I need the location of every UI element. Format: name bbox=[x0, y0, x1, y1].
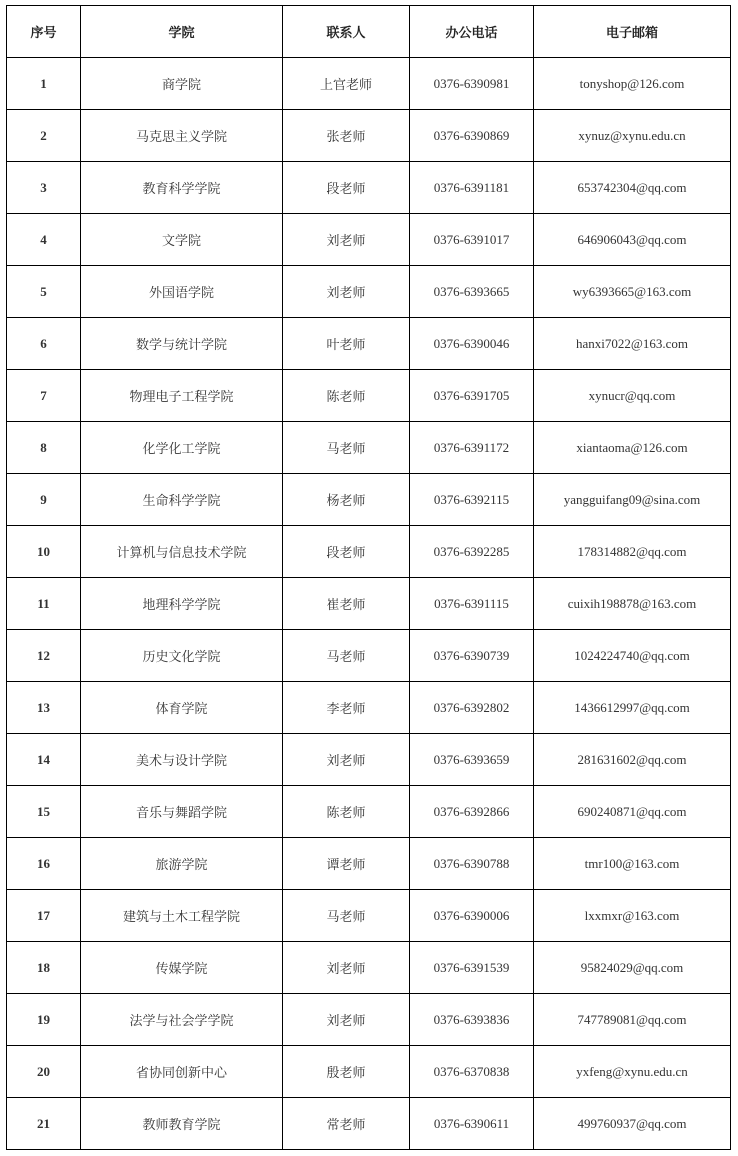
cell-college: 外国语学院 bbox=[81, 266, 283, 318]
table-row bbox=[7, 526, 731, 578]
cell-no: 14 bbox=[7, 734, 81, 786]
cell-contact: 刘老师 bbox=[283, 994, 410, 1046]
cell-phone: 0376-6391181 bbox=[410, 162, 534, 214]
cell-email: 646906043@qq.com bbox=[534, 214, 731, 266]
cell-email: tmr100@163.com bbox=[534, 838, 731, 890]
cell-college: 化学化工学院 bbox=[81, 422, 283, 474]
cell-no: 4 bbox=[7, 214, 81, 266]
cell-contact: 刘老师 bbox=[283, 734, 410, 786]
table-row bbox=[7, 1098, 731, 1150]
cell-email: yangguifang09@sina.com bbox=[534, 474, 731, 526]
cell-phone: 0376-6391017 bbox=[410, 214, 534, 266]
cell-contact: 马老师 bbox=[283, 890, 410, 942]
cell-phone: 0376-6391705 bbox=[410, 370, 534, 422]
cell-phone: 0376-6390006 bbox=[410, 890, 534, 942]
header-email: 电子邮箱 bbox=[534, 6, 731, 58]
table-row bbox=[7, 890, 731, 942]
table-row bbox=[7, 370, 731, 422]
cell-contact: 刘老师 bbox=[283, 942, 410, 994]
table-row bbox=[7, 994, 731, 1046]
table-row bbox=[7, 578, 731, 630]
cell-contact: 张老师 bbox=[283, 110, 410, 162]
cell-college: 教育科学学院 bbox=[81, 162, 283, 214]
cell-no: 12 bbox=[7, 630, 81, 682]
cell-phone: 0376-6393836 bbox=[410, 994, 534, 1046]
cell-contact: 殷老师 bbox=[283, 1046, 410, 1098]
cell-email: lxxmxr@163.com bbox=[534, 890, 731, 942]
cell-college: 地理科学学院 bbox=[81, 578, 283, 630]
cell-no: 19 bbox=[7, 994, 81, 1046]
table-row bbox=[7, 474, 731, 526]
cell-no: 17 bbox=[7, 890, 81, 942]
cell-contact: 段老师 bbox=[283, 162, 410, 214]
cell-no: 13 bbox=[7, 682, 81, 734]
cell-college: 数学与统计学院 bbox=[81, 318, 283, 370]
cell-college: 美术与设计学院 bbox=[81, 734, 283, 786]
cell-phone: 0376-6390869 bbox=[410, 110, 534, 162]
cell-no: 11 bbox=[7, 578, 81, 630]
cell-phone: 0376-6393659 bbox=[410, 734, 534, 786]
cell-phone: 0376-6370838 bbox=[410, 1046, 534, 1098]
cell-email: xynucr@qq.com bbox=[534, 370, 731, 422]
cell-phone: 0376-6390981 bbox=[410, 58, 534, 110]
cell-college: 物理电子工程学院 bbox=[81, 370, 283, 422]
cell-college: 商学院 bbox=[81, 58, 283, 110]
cell-contact: 段老师 bbox=[283, 526, 410, 578]
cell-college: 建筑与土木工程学院 bbox=[81, 890, 283, 942]
cell-email: 1024224740@qq.com bbox=[534, 630, 731, 682]
cell-phone: 0376-6390046 bbox=[410, 318, 534, 370]
cell-college: 省协同创新中心 bbox=[81, 1046, 283, 1098]
header-college: 学院 bbox=[81, 6, 283, 58]
cell-contact: 刘老师 bbox=[283, 214, 410, 266]
college-contacts-table bbox=[6, 5, 731, 1150]
cell-phone: 0376-6390788 bbox=[410, 838, 534, 890]
table-row bbox=[7, 734, 731, 786]
table-row bbox=[7, 682, 731, 734]
cell-college: 音乐与舞蹈学院 bbox=[81, 786, 283, 838]
cell-email: cuixih198878@163.com bbox=[534, 578, 731, 630]
cell-contact: 叶老师 bbox=[283, 318, 410, 370]
header-phone: 办公电话 bbox=[410, 6, 534, 58]
cell-contact: 陈老师 bbox=[283, 786, 410, 838]
cell-phone: 0376-6392802 bbox=[410, 682, 534, 734]
cell-email: 499760937@qq.com bbox=[534, 1098, 731, 1150]
cell-email: 281631602@qq.com bbox=[534, 734, 731, 786]
table-row bbox=[7, 422, 731, 474]
cell-no: 2 bbox=[7, 110, 81, 162]
cell-no: 16 bbox=[7, 838, 81, 890]
table-header-row bbox=[7, 6, 731, 58]
table-row bbox=[7, 58, 731, 110]
cell-contact: 刘老师 bbox=[283, 266, 410, 318]
cell-phone: 0376-6392866 bbox=[410, 786, 534, 838]
table-row bbox=[7, 318, 731, 370]
cell-no: 7 bbox=[7, 370, 81, 422]
cell-no: 5 bbox=[7, 266, 81, 318]
cell-phone: 0376-6391172 bbox=[410, 422, 534, 474]
cell-phone: 0376-6390611 bbox=[410, 1098, 534, 1150]
cell-college: 传媒学院 bbox=[81, 942, 283, 994]
cell-college: 体育学院 bbox=[81, 682, 283, 734]
cell-contact: 崔老师 bbox=[283, 578, 410, 630]
cell-phone: 0376-6393665 bbox=[410, 266, 534, 318]
cell-contact: 常老师 bbox=[283, 1098, 410, 1150]
cell-college: 旅游学院 bbox=[81, 838, 283, 890]
cell-college: 法学与社会学学院 bbox=[81, 994, 283, 1046]
cell-college: 生命科学学院 bbox=[81, 474, 283, 526]
cell-college: 历史文化学院 bbox=[81, 630, 283, 682]
cell-no: 8 bbox=[7, 422, 81, 474]
cell-no: 1 bbox=[7, 58, 81, 110]
cell-contact: 谭老师 bbox=[283, 838, 410, 890]
cell-no: 6 bbox=[7, 318, 81, 370]
cell-no: 15 bbox=[7, 786, 81, 838]
cell-no: 9 bbox=[7, 474, 81, 526]
cell-no: 3 bbox=[7, 162, 81, 214]
table-row bbox=[7, 838, 731, 890]
cell-email: 178314882@qq.com bbox=[534, 526, 731, 578]
table-row bbox=[7, 214, 731, 266]
cell-email: hanxi7022@163.com bbox=[534, 318, 731, 370]
cell-email: 690240871@qq.com bbox=[534, 786, 731, 838]
cell-phone: 0376-6391115 bbox=[410, 578, 534, 630]
cell-no: 10 bbox=[7, 526, 81, 578]
header-no: 序号 bbox=[7, 6, 81, 58]
cell-phone: 0376-6391539 bbox=[410, 942, 534, 994]
cell-phone: 0376-6390739 bbox=[410, 630, 534, 682]
cell-college: 文学院 bbox=[81, 214, 283, 266]
table-row bbox=[7, 630, 731, 682]
cell-no: 21 bbox=[7, 1098, 81, 1150]
header-contact: 联系人 bbox=[283, 6, 410, 58]
cell-no: 18 bbox=[7, 942, 81, 994]
cell-phone: 0376-6392285 bbox=[410, 526, 534, 578]
cell-email: xiantaoma@126.com bbox=[534, 422, 731, 474]
cell-email: 95824029@qq.com bbox=[534, 942, 731, 994]
cell-email: 747789081@qq.com bbox=[534, 994, 731, 1046]
cell-contact: 马老师 bbox=[283, 422, 410, 474]
table-row bbox=[7, 162, 731, 214]
table-row bbox=[7, 786, 731, 838]
table-row bbox=[7, 942, 731, 994]
cell-college: 教师教育学院 bbox=[81, 1098, 283, 1150]
cell-contact: 陈老师 bbox=[283, 370, 410, 422]
table-row bbox=[7, 266, 731, 318]
cell-phone: 0376-6392115 bbox=[410, 474, 534, 526]
cell-email: 1436612997@qq.com bbox=[534, 682, 731, 734]
cell-no: 20 bbox=[7, 1046, 81, 1098]
cell-college: 计算机与信息技术学院 bbox=[81, 526, 283, 578]
cell-contact: 马老师 bbox=[283, 630, 410, 682]
cell-email: tonyshop@126.com bbox=[534, 58, 731, 110]
table-body bbox=[7, 58, 731, 1150]
cell-contact: 杨老师 bbox=[283, 474, 410, 526]
cell-email: 653742304@qq.com bbox=[534, 162, 731, 214]
cell-email: xynuz@xynu.edu.cn bbox=[534, 110, 731, 162]
table-row bbox=[7, 1046, 731, 1098]
cell-email: yxfeng@xynu.edu.cn bbox=[534, 1046, 731, 1098]
table-row bbox=[7, 110, 731, 162]
cell-contact: 李老师 bbox=[283, 682, 410, 734]
cell-email: wy6393665@163.com bbox=[534, 266, 731, 318]
cell-contact: 上官老师 bbox=[283, 58, 410, 110]
cell-college: 马克思主义学院 bbox=[81, 110, 283, 162]
